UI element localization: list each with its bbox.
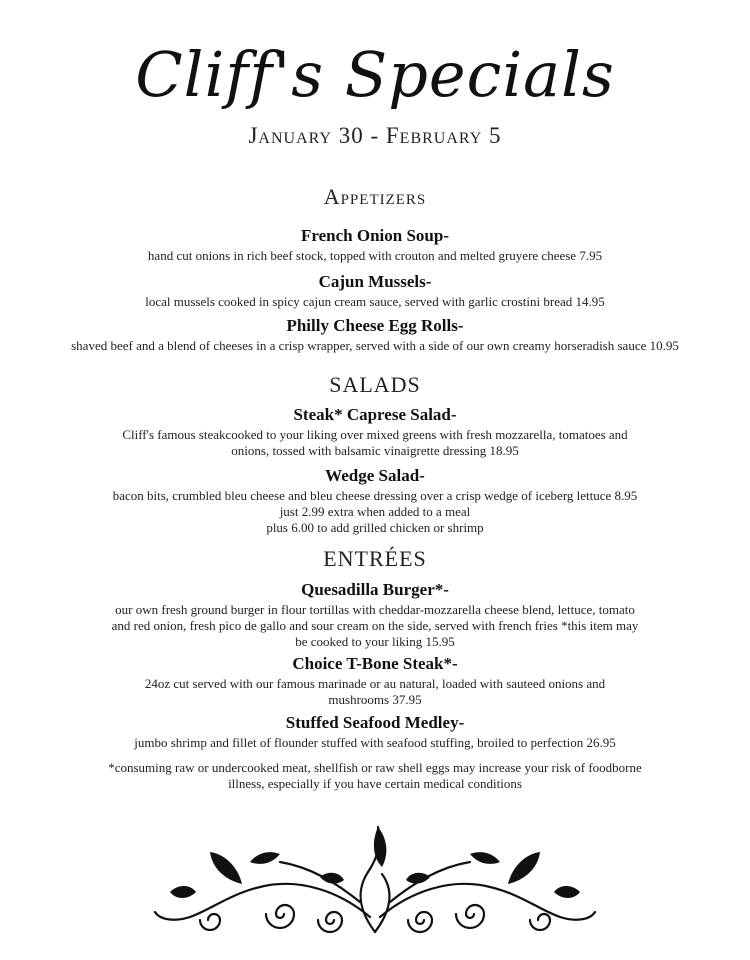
description-line: onions, tossed with balsamic vinaigrette dressing 18.95 [231, 443, 519, 458]
section-title-salads: SALADS [329, 372, 421, 397]
menu-item-philly-cheese-egg-rolls [0, 316, 750, 354]
menu-item-stuffed-seafood-medley [0, 713, 750, 751]
item-name: Wedge Salad- [325, 466, 425, 485]
menu-item-wedge-salad [0, 466, 750, 536]
item-description [0, 735, 750, 751]
item-name: Steak* Caprese Salad- [293, 405, 457, 424]
description-line: our own fresh ground burger in flour tortillas with cheddar-mozzarella cheese blend, lettuce, tomato [115, 602, 635, 617]
description-line: shaved beef and a blend of cheeses in a crisp wrapper, served with a side of our own creamy horseradish sauce 10.95 [71, 338, 679, 353]
item-name: Quesadilla Burger*- [301, 580, 449, 599]
section-title-entrees: ENTRÉES [323, 546, 427, 571]
menu-item-choice-t-bone-steak [0, 654, 750, 708]
disclaimer-line: illness, especially if you have certain medical conditions [228, 776, 522, 791]
description-line: be cooked to your liking 15.95 [295, 634, 455, 649]
item-description [0, 488, 750, 536]
description-line: local mussels cooked in spicy cajun cream sauce, served with garlic crostini bread 14.95 [145, 294, 605, 309]
disclaimer-line: *consuming raw or undercooked meat, shellfish or raw shell eggs may increase your risk of foodborne [108, 760, 642, 775]
description-line: and red onion, fresh pico de gallo and sour cream on the side, served with french fries *this item may [111, 618, 639, 633]
menu-item-french-onion-soup [0, 226, 750, 264]
date-range: January 30 - February 5 [248, 123, 502, 148]
menu-item-quesadilla-burger [0, 580, 750, 650]
item-description [0, 676, 750, 708]
item-description [0, 338, 750, 354]
description-line: Cliff's famous steakcooked to your liking over mixed greens with fresh mozzarella, tomatoes and [122, 427, 628, 442]
item-name: Cajun Mussels- [318, 272, 432, 291]
menu-item-steak-caprese-salad [0, 405, 750, 459]
description-line: mushrooms 37.95 [328, 692, 422, 707]
description-line: hand cut onions in rich beef stock, topped with crouton and melted gruyere cheese 7.95 [147, 248, 603, 263]
item-description [0, 248, 750, 264]
item-name: Stuffed Seafood Medley- [285, 713, 465, 732]
item-description [0, 294, 750, 310]
description-line: 24oz cut served with our famous marinade or au natural, loaded with sauteed onions and [144, 676, 606, 691]
item-name: Choice T-Bone Steak*- [292, 654, 458, 673]
health-disclaimer [0, 760, 750, 792]
description-line: just 2.99 extra when added to a meal [279, 504, 471, 519]
menu-item-cajun-mussels [0, 272, 750, 310]
flourish-icon [150, 822, 600, 942]
item-name: Philly Cheese Egg Rolls- [286, 316, 464, 335]
item-name: French Onion Soup- [300, 226, 449, 245]
section-title-appetizers: Appetizers [323, 184, 427, 209]
item-description [0, 427, 750, 459]
description-line: plus 6.00 to add grilled chicken or shrimp [266, 520, 484, 535]
item-description [0, 602, 750, 650]
description-line: jumbo shrimp and fillet of flounder stuffed with seafood stuffing, broiled to perfection 26.95 [134, 735, 616, 750]
description-line: bacon bits, crumbled bleu cheese and bleu cheese dressing over a crisp wedge of iceberg lettuce 8.95 [112, 488, 638, 503]
menu-title: Cliff's Specials [135, 38, 615, 111]
